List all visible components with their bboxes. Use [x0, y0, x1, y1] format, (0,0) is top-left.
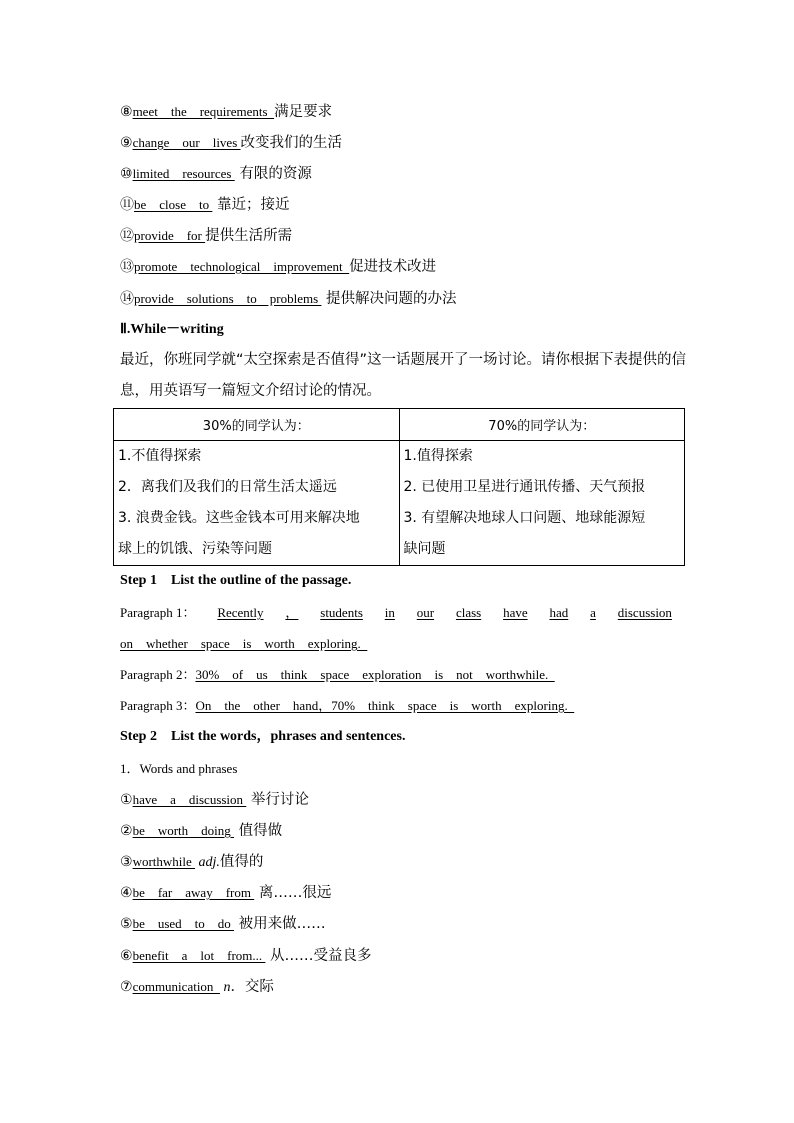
paragraph3-outline [120, 696, 690, 716]
opinion-table [113, 408, 685, 566]
answer-text: on whether space is worth exploring. [120, 636, 368, 651]
table-line: 3. 有望解决地球人口问题、地球能源短 [403, 510, 646, 526]
paragraph-label: Paragraph 3： [120, 698, 196, 713]
phrase-meaning: 改变我们的生活 [240, 135, 343, 151]
table-line: 球上的饥饿、污染等问题 [118, 541, 272, 557]
phrase-item [120, 289, 690, 309]
answer-word: ， [285, 605, 299, 620]
phrase-meaning: 被用来做…… [234, 916, 326, 932]
phrase-meaning: 离……很远 [254, 885, 332, 901]
phrase-answer: be close to [134, 197, 213, 212]
phrase-item [120, 914, 690, 934]
item-number: ⑬ [120, 259, 134, 275]
phrase-meaning: 提供解决问题的办法 [321, 291, 457, 307]
phrase-meaning: 有限的资源 [234, 166, 312, 182]
phrase-item [120, 946, 690, 966]
phrase-item [120, 821, 690, 841]
item-number: ⑩ [120, 166, 133, 182]
paragraph1-line2 [120, 634, 690, 654]
table-header-left: 30%的同学认为： [114, 409, 400, 441]
answer-word: our [416, 605, 435, 620]
phrase-meaning: 促进技术改进 [349, 259, 437, 275]
item-number: ⑪ [120, 197, 134, 213]
table-cell-right [399, 441, 685, 566]
words-phrases-subtitle: 1．Words and phrases [120, 761, 238, 776]
item-number: ⑥ [120, 948, 133, 964]
paragraph-label: Paragraph 1： [120, 605, 196, 620]
phrase-item [120, 226, 690, 246]
phrase-item [120, 133, 690, 153]
phrase-answer: benefit a lot from... [132, 948, 266, 963]
phrase-item [120, 790, 690, 810]
phrase-meaning: 靠近；接近 [212, 197, 290, 213]
phrase-meaning: 值得做 [234, 823, 283, 839]
paragraph1-line1 [120, 603, 672, 623]
answer-word: class [455, 605, 482, 620]
table-line: 1.值得探索 [403, 448, 473, 464]
answer-word: have [503, 605, 528, 620]
phrase-item [120, 257, 690, 277]
answer-word: students [320, 605, 363, 620]
phrase-answer: promote technological improvement [134, 259, 350, 274]
writing-prompt: 最近，你班同学就“太空探索是否值得”这一话题展开了一场讨论。请你根据下表提供的信息，用英语写一篇短文介绍讨论的情况。 [120, 352, 687, 399]
table-line: 缺问题 [403, 541, 446, 557]
answer-text: On the other hand，70% think space is worth exploring. [195, 698, 575, 713]
phrase-meaning: 满足要求 [274, 104, 333, 120]
part-of-speech: n [219, 980, 231, 995]
phrase-item [120, 102, 690, 122]
phrase-meaning: ．交际 [230, 979, 274, 995]
item-number: ⑦ [120, 979, 133, 995]
phrase-answer: communication [132, 979, 220, 994]
answer-word: discussion [617, 605, 672, 620]
answer-word: had [549, 605, 569, 620]
phrase-meaning: 值得的 [219, 854, 264, 870]
phrase-answer: be worth doing [132, 823, 235, 838]
paragraph-label: Paragraph 2： [120, 667, 196, 682]
phrase-meaning: 举行讨论 [246, 792, 309, 808]
table-line: 2．离我们及我们的日常生活太遥远 [118, 479, 337, 495]
phrase-item [120, 977, 690, 998]
section-title-while-writing: Ⅱ.While－writing [120, 322, 224, 337]
answer-word: a [590, 605, 596, 620]
answer-text: 30% of us think space exploration is not worthwhile. [195, 667, 555, 682]
table-line: 3. 浪费金钱。这些金钱本可用来解决地 [118, 510, 360, 526]
phrase-item [120, 852, 690, 873]
phrase-answer: worthwhile [132, 854, 196, 869]
phrase-item [120, 164, 690, 184]
item-number: ④ [120, 885, 133, 901]
answer-word: Recently [217, 605, 264, 620]
phrase-answer: provide solutions to problems [134, 291, 322, 306]
part-of-speech: adj. [195, 855, 220, 870]
item-number: ⑨ [120, 135, 133, 151]
phrase-answer: provide for [134, 228, 206, 243]
item-number: ③ [120, 854, 133, 870]
phrase-meaning: 提供生活所需 [205, 228, 293, 244]
step2-title: Step 2 List the words，phrases and sentences. [120, 729, 406, 744]
answer-word: in [384, 605, 395, 620]
phrase-meaning: 从……受益良多 [265, 948, 372, 964]
phrase-answer: be far away from [132, 885, 255, 900]
paragraph2-outline [120, 665, 690, 685]
phrase-answer: limited resources [132, 166, 235, 181]
table-cell-left [114, 441, 400, 566]
item-number: ⑭ [120, 291, 134, 307]
item-number: ② [120, 823, 133, 839]
table-line: 2. 已使用卫星进行通讯传播、天气预报 [403, 479, 646, 495]
phrase-answer: be used to do [132, 916, 235, 931]
item-number: ① [120, 792, 133, 808]
paragraph1-outline [120, 603, 690, 623]
phrase-answer: meet the requirements [132, 104, 275, 119]
item-number: ⑧ [120, 104, 133, 120]
table-header-right: 70%的同学认为： [399, 409, 685, 441]
phrase-answer: change our lives [132, 135, 241, 150]
phrase-item [120, 195, 690, 215]
step1-title: Step 1 List the outline of the passage. [120, 573, 352, 588]
table-line: 1.不值得探索 [118, 448, 202, 464]
item-number: ⑤ [120, 916, 133, 932]
phrase-answer: have a discussion [132, 792, 247, 807]
item-number: ⑫ [120, 228, 134, 244]
phrase-item [120, 883, 690, 903]
